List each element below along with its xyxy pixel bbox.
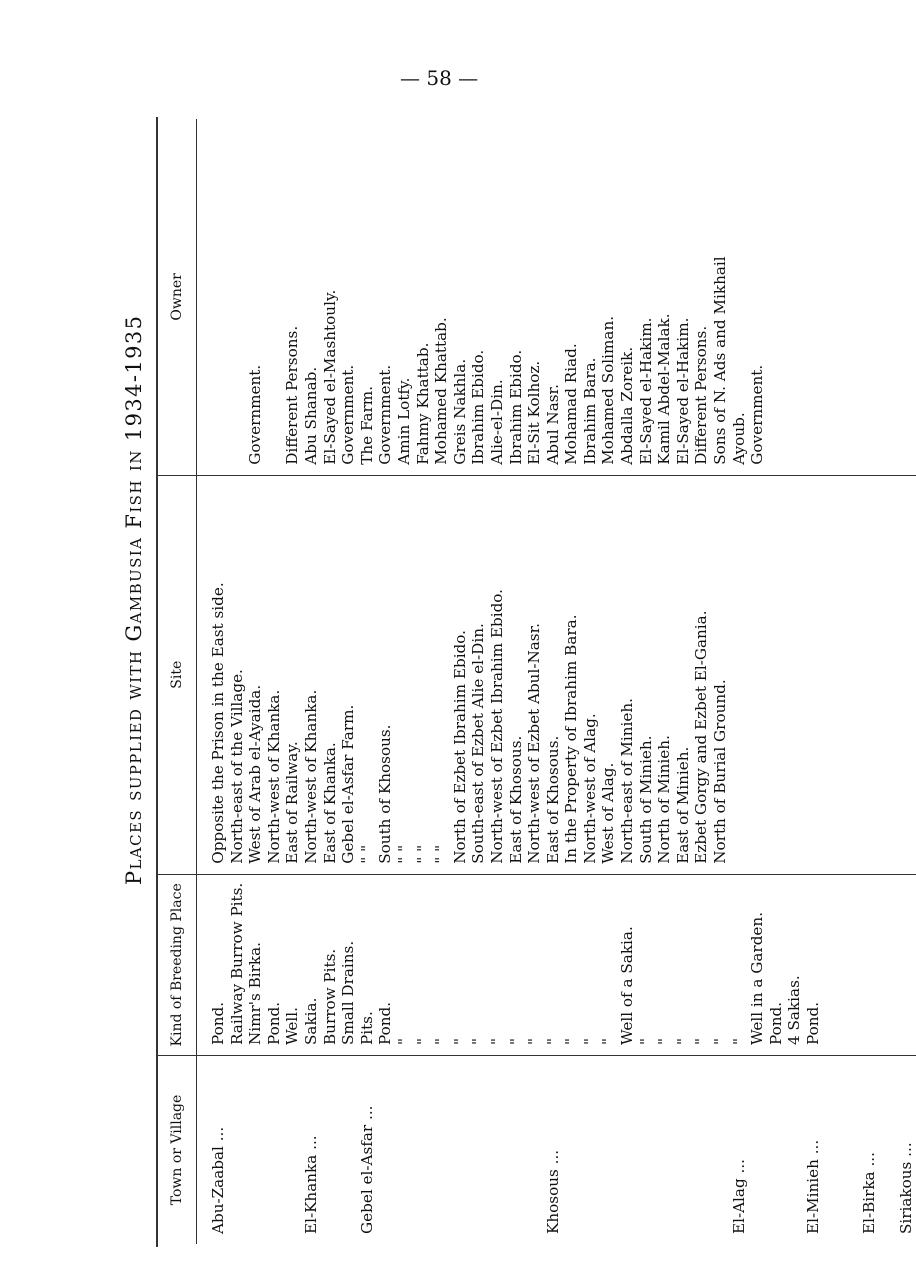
kind-entry: Small Drains. [339, 940, 358, 1045]
kind-entry: Burrow Pits. [320, 948, 339, 1045]
kind-entry: " [432, 1038, 451, 1045]
town-entry: El-Alag ... [729, 1159, 748, 1234]
kind-entry: " [711, 1038, 730, 1045]
site-entry: South of Khosous. [376, 724, 395, 864]
town-entry [748, 1064, 767, 1234]
town-entry [655, 1064, 674, 1234]
town-entry [562, 1064, 581, 1234]
kind-entry: Railway Burrow Pits. [227, 882, 246, 1045]
town-entry [265, 1064, 284, 1234]
site-column [197, 475, 916, 874]
site-entry: East of Railway. [283, 741, 302, 864]
kind-entry: Well in a Garden. [748, 911, 767, 1045]
owner-entry: Government. [376, 364, 395, 465]
town-entry [618, 1064, 637, 1234]
owner-entry: Ayoub. [729, 412, 748, 465]
town-entry [283, 1064, 302, 1234]
kind-entry: Pond. [264, 1001, 283, 1045]
col-header-kind: Kind of Breeding Place [158, 874, 197, 1055]
town-entry [432, 1064, 451, 1234]
owner-entry: Kamil Abdel-Malak. [655, 313, 674, 465]
owner-entry: Government. [748, 364, 767, 465]
town-entry [767, 1064, 786, 1234]
kind-entry: " [394, 1038, 413, 1045]
owner-entry: Greis Nakhla. [450, 358, 469, 465]
town-entry: El-Birka ... [859, 1152, 878, 1234]
owner-entry: Mohamad Riad. [562, 343, 581, 465]
site-entry: Opposite the Prison in the East side. [209, 582, 227, 864]
owner-entry: Ibrahim Bara. [580, 357, 599, 465]
owner-entry: Different Persons. [692, 325, 711, 465]
site-entry: East of Minieh. [673, 746, 692, 864]
town-column [197, 1056, 916, 1245]
town-entry [878, 1064, 897, 1234]
site-entry: North-west of Khanka. [264, 689, 283, 864]
town-entry [246, 1064, 265, 1234]
owner-entry: Ibrahim Ebido. [469, 349, 488, 465]
site-entry: East of Khanka. [320, 742, 339, 864]
kind-entry: " [413, 1038, 432, 1045]
kind-entry: " [599, 1038, 618, 1045]
site-entry: " " [357, 844, 376, 864]
town-entry [507, 1064, 526, 1234]
town-entry [395, 1064, 414, 1234]
town-entry [469, 1064, 488, 1234]
site-entry: Ezbet Gorgy and Ezbet El-Gania. [692, 610, 711, 864]
owner-entry [228, 127, 247, 465]
owner-entry: Abul Nasr. [543, 384, 562, 465]
kind-entry: " [487, 1038, 506, 1045]
town-entry [228, 1064, 247, 1234]
owner-entry: Amin Lotfy. [394, 377, 413, 465]
town-entry: Khosous ... [543, 1149, 562, 1234]
town-entry [376, 1064, 395, 1234]
site-entry: North-west of Alag. [580, 713, 599, 864]
kind-entry: Sakia. [301, 997, 320, 1045]
site-entry: North of Ezbet Ibrahim Ebido. [450, 630, 469, 864]
town-entry [823, 1064, 842, 1234]
town-entry [674, 1064, 693, 1234]
town-entry: Siriakous ... [896, 1142, 915, 1234]
site-entry: " " [394, 844, 413, 864]
kind-entry: " [562, 1038, 581, 1045]
town-entry: El-Khanka ... [301, 1135, 320, 1234]
col-header-site: Site [158, 475, 197, 874]
owner-entry [265, 127, 284, 465]
site-entry: West of Arab el-Ayaida. [246, 684, 265, 864]
kind-entry: Pond. [804, 1001, 822, 1045]
rotated-table [158, 119, 915, 1244]
owner-entry: El-Sayed el-Mashtouly. [320, 289, 339, 465]
town-entry [711, 1064, 730, 1234]
kind-entry: " [580, 1038, 599, 1045]
owner-entry: Mohamed Khattab. [432, 317, 451, 465]
site-entry: East of Khosous. [543, 735, 562, 864]
town-entry [414, 1064, 433, 1234]
site-entry: In the Property of Ibrahim Bara. [562, 614, 581, 864]
town-entry [841, 1064, 860, 1234]
kind-entry: Well of a Sakia. [618, 926, 637, 1045]
town-entry [581, 1064, 600, 1234]
kind-entry: " [543, 1038, 562, 1045]
kind-entry: Nimr's Birka. [246, 942, 265, 1045]
owner-entry: Abdalla Zoreik. [618, 346, 637, 465]
site-entry: West of Alag. [599, 762, 618, 864]
town-entry [339, 1064, 358, 1234]
kind-entry: " [636, 1038, 655, 1045]
town-entry [451, 1064, 470, 1234]
town-entry [321, 1064, 340, 1234]
gambusia-table [158, 119, 916, 1244]
kind-entry: Pond. [209, 1001, 227, 1045]
town-entry [785, 1064, 804, 1234]
kind-entry: Pits. [357, 1011, 376, 1045]
owner-entry [209, 127, 228, 465]
site-entry: North of Minieh. [655, 735, 674, 864]
col-header-town: Town or Village [158, 1056, 197, 1245]
site-entry: North-east of Minieh. [618, 698, 637, 864]
owner-entry: The Farm. [357, 385, 376, 465]
town-entry [525, 1064, 544, 1234]
site-entry: East of Khosous. [506, 735, 525, 864]
site-entry: South of Minieh. [636, 735, 655, 864]
kind-entry: Well. [283, 1007, 302, 1045]
owner-entry: Ibrahim Ebido. [506, 349, 525, 465]
town-entry: Gebel el-Asfar ... [357, 1105, 376, 1234]
owner-entry: Government. [246, 364, 265, 465]
running-header: Places supplied with Gambusia Fish in 1934-1935 [122, 314, 146, 886]
site-entry: South-east of Ezbet Alie el-Din. [469, 623, 488, 864]
owner-column [197, 119, 916, 475]
kind-entry: " [655, 1038, 674, 1045]
page-number: — 58 — [400, 66, 479, 90]
owner-entry: El-Sayed el-Hakim. [673, 317, 692, 465]
col-header-owner: Owner [158, 119, 197, 475]
site-entry: North-west of Ezbet Abul-Nasr. [525, 622, 544, 864]
kind-entry: " [469, 1038, 488, 1045]
owner-entry: Fahmy Khattab. [413, 342, 432, 465]
kind-entry: 4 Sakias. [785, 975, 804, 1045]
kind-entry: " [729, 1038, 748, 1045]
owner-entry: El-Sayed el-Hakim. [636, 317, 655, 465]
kind-entry: Pond. [766, 1001, 785, 1045]
kind-entry: " [506, 1038, 525, 1045]
kind-entry: " [525, 1038, 544, 1045]
owner-entry: Different Persons. [283, 325, 302, 465]
site-entry: North of Burial Ground. [711, 679, 730, 864]
kind-entry: Pond. [376, 1001, 395, 1045]
kind-entry: " [692, 1038, 711, 1045]
rotated-table-container [158, 119, 915, 1244]
kind-entry: " [450, 1038, 469, 1045]
owner-entry: Abu Shanab. [301, 366, 320, 465]
site-entry: " " [413, 844, 432, 864]
owner-entry: Government. [339, 364, 358, 465]
town-entry [599, 1064, 618, 1234]
site-entry: " " [432, 844, 451, 864]
site-entry: Gebel el-Asfar Farm. [339, 704, 358, 864]
site-entry: North-east of the Village. [227, 669, 246, 864]
town-entry: El-Minieh ... [804, 1139, 822, 1234]
kind-entry: " [673, 1038, 692, 1045]
town-entry [692, 1064, 711, 1234]
site-entry: North-west of Ezbet Ibrahim Ebido. [487, 589, 506, 864]
owner-entry: El-Sit Kolhoz. [525, 360, 544, 465]
town-entry [488, 1064, 507, 1234]
kind-column [197, 874, 916, 1055]
owner-entry: Sons of N. Ads and Mikhail [711, 256, 730, 465]
owner-entry: Mohamed Soliman. [599, 315, 618, 465]
owner-entry: Alie-el-Din. [487, 379, 506, 465]
town-entry [637, 1064, 656, 1234]
town-entry: Abu-Zaabal ... [209, 1126, 227, 1234]
site-entry: North-west of Khanka. [301, 689, 320, 864]
